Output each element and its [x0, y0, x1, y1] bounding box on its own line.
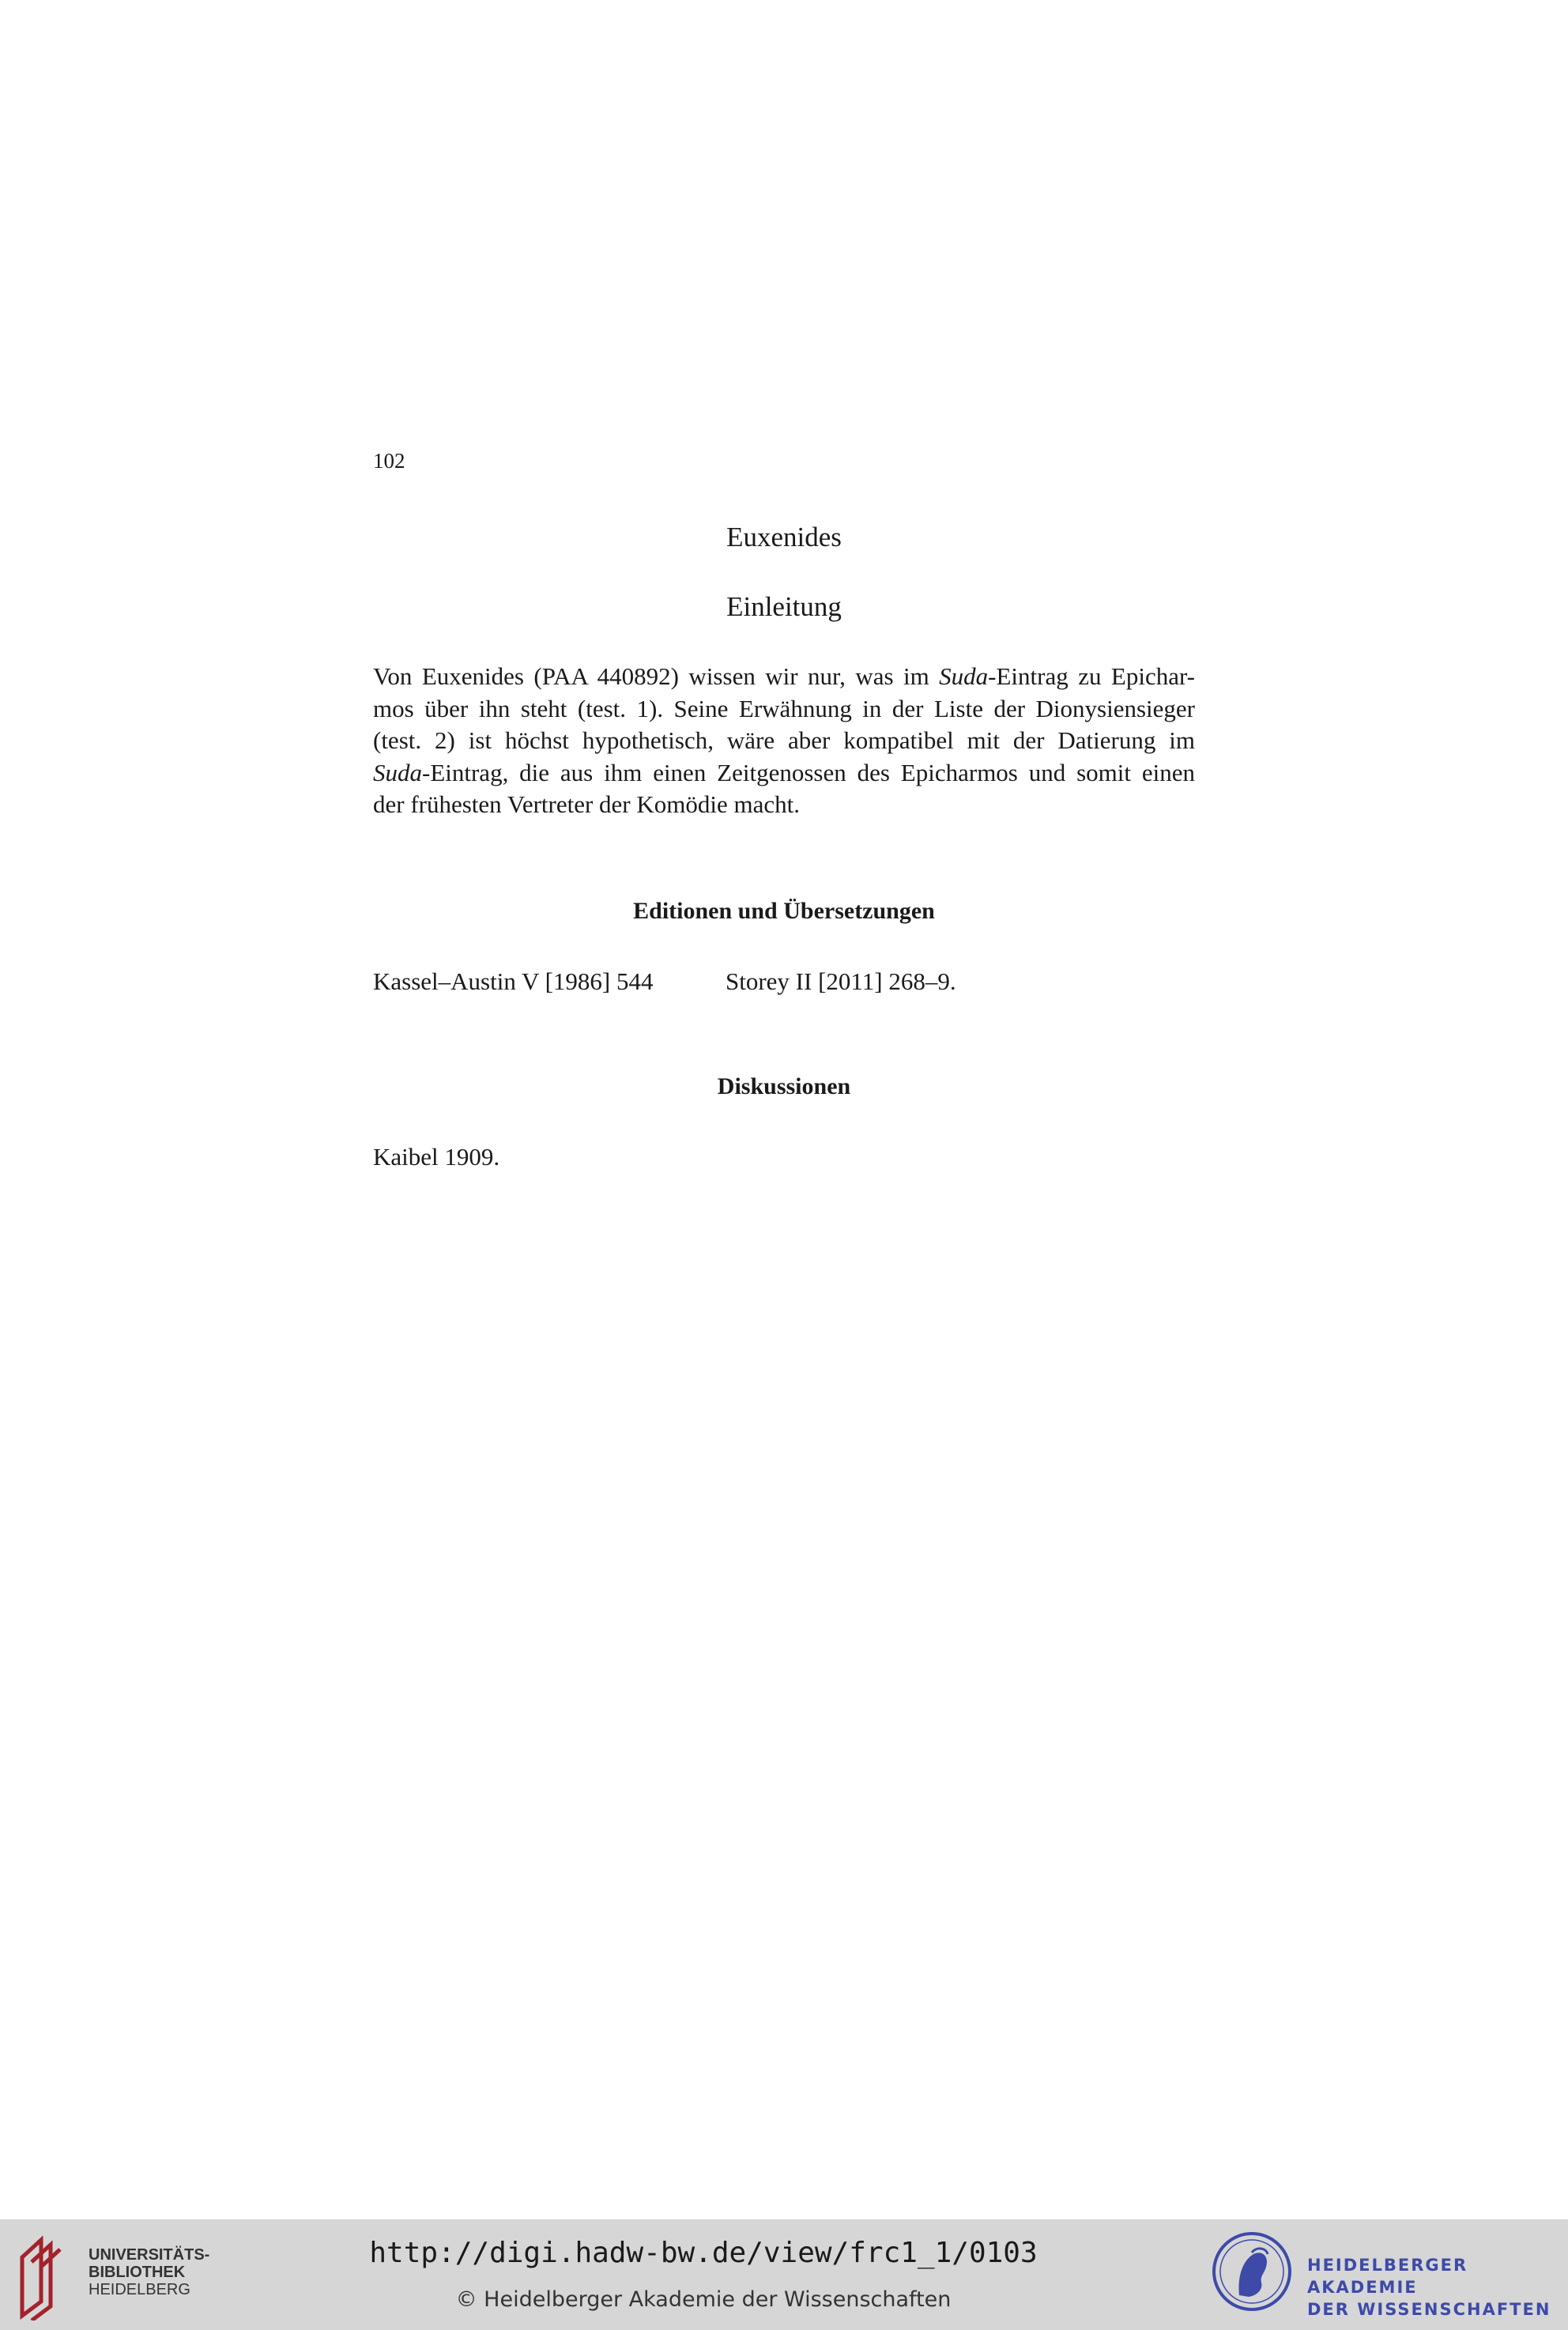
page-title: Euxenides — [726, 522, 842, 552]
academy-seal-icon — [1211, 2230, 1293, 2313]
page-number: 102 — [373, 449, 405, 473]
footer-bar — [0, 2219, 1568, 2330]
italic-term: Suda — [373, 758, 422, 786]
text-run: der frühesten Vertreter der Komödie macht. — [373, 790, 800, 818]
text-run: -Eintrag, die aus ihm einen Zeitgenossen des Epicharmos und somit einen — [422, 758, 1195, 786]
paragraph-line — [373, 661, 1195, 693]
section-heading-discussions: Diskussionen — [717, 1073, 851, 1099]
edition-reference: Storey II [2011] 268–9. — [726, 967, 956, 995]
paragraph-line — [373, 693, 1195, 726]
edition-reference: Kassel–Austin V [1986] 544 — [373, 967, 654, 995]
text-run: (test. 2) ist höchst hypothetisch, wäre aber kompatibel mit der Datierung im — [373, 726, 1195, 754]
paragraph-line — [373, 757, 1195, 790]
copyright-notice: © Heidelberger Akademie der Wissenschaften — [455, 2287, 952, 2312]
source-url-link[interactable]: http://digi.hadw-bw.de/view/frc1_1/0103 — [369, 2237, 1038, 2269]
italic-term: Suda — [939, 662, 989, 690]
section-heading-editions: Editionen und Übersetzungen — [633, 898, 935, 924]
text-run: -Eintrag zu Epichar- — [988, 662, 1195, 690]
discussion-reference: Kaibel 1909. — [373, 1143, 500, 1171]
intro-paragraph — [373, 661, 1195, 821]
section-heading-intro: Einleitung — [726, 591, 842, 622]
paragraph-line — [373, 725, 1195, 757]
text-run: Von Euxenides (PAA 440892) wissen wir nur, was im — [373, 662, 940, 690]
library-name: UNIVERSITÄTS- BIBLIOTHEK HEIDELBERG — [89, 2246, 210, 2298]
text-run: mos über ihn steht (test. 1). Seine Erwähnung in der Liste der Dionysiensieger — [373, 694, 1195, 722]
academy-name: HEIDELBERGER AKADEMIE DER WISSENSCHAFTEN — [1307, 2256, 1551, 2319]
paragraph-line — [373, 789, 1195, 821]
